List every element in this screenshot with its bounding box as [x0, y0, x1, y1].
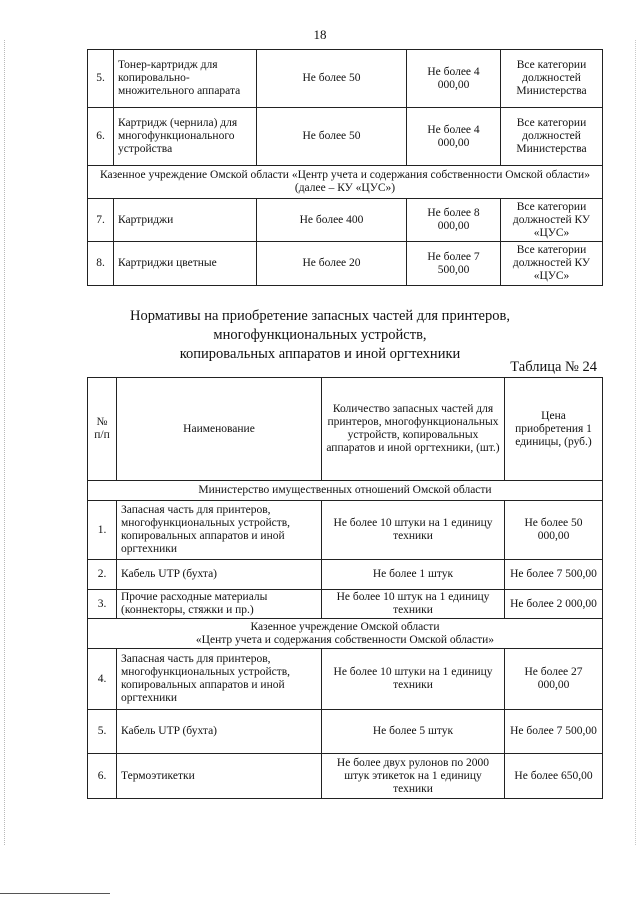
table-row [88, 501, 603, 560]
item-quantity: Не более двух рулонов по 2000 штук этикеток на 1 единицу техники [322, 754, 505, 799]
table-row [88, 242, 603, 286]
heading-line: Нормативы на приобретение запасных частей для принтеров, [130, 308, 510, 324]
item-name: Кабель UTP (бухта) [117, 560, 322, 590]
row-number: 8. [88, 242, 114, 286]
section-title [88, 619, 603, 649]
item-price: Не более 7 500,00 [505, 560, 603, 590]
item-quantity: Не более 5 штук [322, 710, 505, 754]
spare-parts-table [87, 377, 603, 799]
item-name: Картридж (чернила) для многофункционального устройства [114, 108, 257, 166]
header-price: Цена приобретения 1 единицы, (руб.) [505, 378, 603, 481]
section-title: Казенное учреждение Омской области «Центр учета и содержания собственности Омской области» (далее – КУ «ЦУС») [88, 166, 603, 199]
row-number: 6. [88, 754, 117, 799]
scan-edge-right [633, 40, 636, 845]
item-name: Запасная часть для принтеров, многофункциональных устройств, копировальных аппаратов и иной оргтехники [117, 501, 322, 560]
section-row [88, 166, 603, 199]
header-name: Наименование [117, 378, 322, 481]
section-row [88, 481, 603, 501]
header-row [88, 378, 603, 481]
item-name: Тонер-картридж для копировально-множительного аппарата [114, 50, 257, 108]
item-price: Не более 2 000,00 [505, 590, 603, 619]
item-price: Не более 8 000,00 [407, 199, 501, 242]
row-number: 2. [88, 560, 117, 590]
norms-table-continued [87, 49, 603, 286]
row-number: 4. [88, 649, 117, 710]
item-name: Термоэтикетки [117, 754, 322, 799]
item-price: Не более 650,00 [505, 754, 603, 799]
item-quantity: Не более 1 штук [322, 560, 505, 590]
item-price: Не более 7 500,00 [407, 242, 501, 286]
item-price: Не более 50 000,00 [505, 501, 603, 560]
table-caption: Таблица № 24 [510, 359, 597, 375]
item-name: Картриджи [114, 199, 257, 242]
table-row [88, 710, 603, 754]
table-row [88, 754, 603, 799]
section-row [88, 619, 603, 649]
item-name: Прочие расходные материалы (коннекторы, стяжки и пр.) [117, 590, 322, 619]
scan-edge-left [4, 40, 7, 845]
item-quantity: Не более 10 штук на 1 единицу техники [322, 590, 505, 619]
row-number: 1. [88, 501, 117, 560]
section-title-line: «Центр учета и содержания собственности Омской области» [195, 633, 495, 646]
header-quantity: Количество запасных частей для принтеров, многофункциональных устройств, копировальных аппаратов и иной оргтехники, (шт.) [322, 378, 505, 481]
item-quantity: Не более 10 штуки на 1 единицу техники [322, 649, 505, 710]
table-row [88, 50, 603, 108]
item-quantity: Не более 10 штуки на 1 единицу техники [322, 501, 505, 560]
item-price: Не более 7 500,00 [505, 710, 603, 754]
page-number: 18 [313, 27, 327, 42]
item-category: Все категории должностей КУ «ЦУС» [501, 199, 603, 242]
section-title: Министерство имущественных отношений Омской области [88, 481, 603, 501]
item-price: Не более 4 000,00 [407, 50, 501, 108]
item-name: Кабель UTP (бухта) [117, 710, 322, 754]
table-row [88, 590, 603, 619]
heading-line: многофункциональных устройств, [213, 327, 427, 343]
item-quantity: Не более 50 [257, 50, 407, 108]
item-category: Все категории должностей Министерства [501, 50, 603, 108]
item-category: Все категории должностей КУ «ЦУС» [501, 242, 603, 286]
table-row [88, 199, 603, 242]
item-price: Не более 4 000,00 [407, 108, 501, 166]
section-title-line: Казенное учреждение Омской области [250, 620, 440, 633]
item-category: Все категории должностей Министерства [501, 108, 603, 166]
item-quantity: Не более 50 [257, 108, 407, 166]
row-number: 5. [88, 50, 114, 108]
table-row [88, 560, 603, 590]
row-number: 7. [88, 199, 114, 242]
footer-divider [0, 893, 110, 894]
row-number: 5. [88, 710, 117, 754]
heading-line: копировальных аппаратов и иной оргтехники [179, 346, 461, 362]
section-heading [0, 307, 640, 364]
row-number: 3. [88, 590, 117, 619]
item-price: Не более 27 000,00 [505, 649, 603, 710]
item-name: Запасная часть для принтеров, многофункциональных устройств, копировальных аппаратов и иной оргтехники [117, 649, 322, 710]
table-row [88, 108, 603, 166]
item-name: Картриджи цветные [114, 242, 257, 286]
item-quantity: Не более 400 [257, 199, 407, 242]
row-number: 6. [88, 108, 114, 166]
table-row [88, 649, 603, 710]
header-number: № п/п [88, 378, 117, 481]
item-quantity: Не более 20 [257, 242, 407, 286]
